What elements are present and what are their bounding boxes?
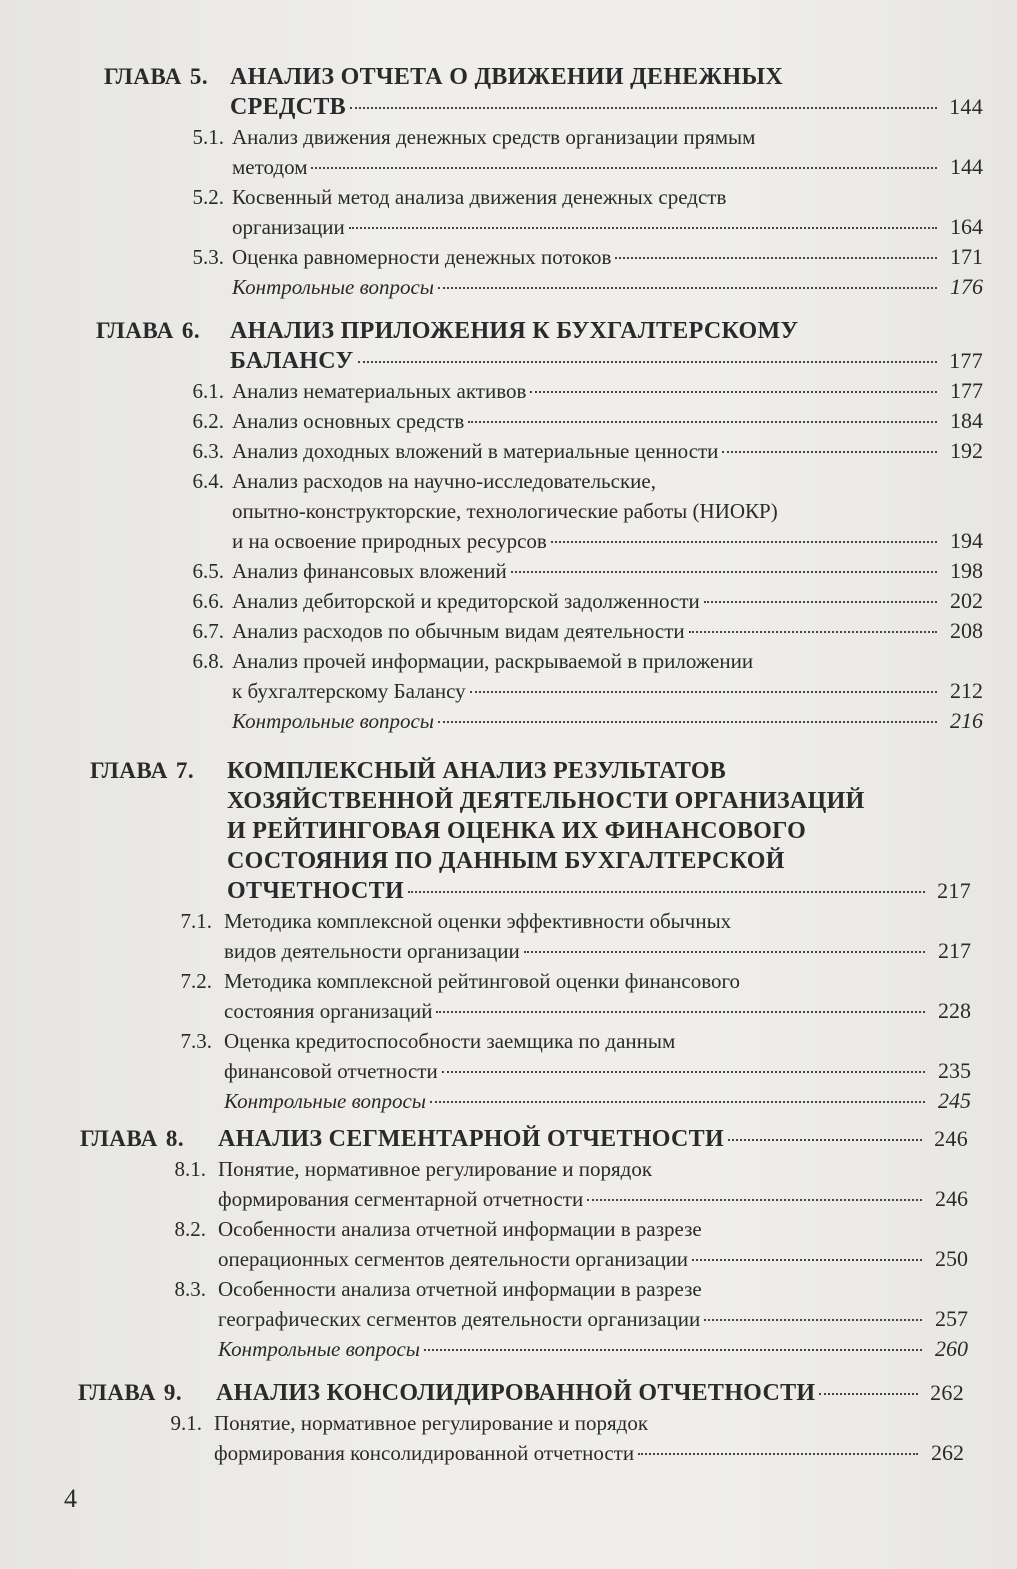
chapter-title-line (227, 786, 971, 816)
chapter-title-text: СОСТОЯНИЯ ПО ДАННЫМ БУХГАЛТЕРСКОЙ (227, 848, 785, 874)
section-title (224, 1026, 971, 1086)
section-title-line (224, 906, 971, 936)
section-number: 6.6. (192, 589, 224, 613)
chapter-page-number: 177 (949, 348, 983, 373)
chapter-page-number: 217 (937, 878, 971, 903)
chapter-title-text: БАЛАНСУ (230, 348, 354, 374)
dot-leader (638, 1453, 918, 1455)
chapter-word: ГЛАВА (96, 318, 174, 343)
section-title-text: Контрольные вопросы (218, 1337, 421, 1361)
section-title-line (218, 1244, 968, 1274)
section-title (218, 1154, 968, 1214)
dot-leader (524, 951, 925, 953)
section-title-line (232, 706, 983, 736)
section-page-number: 245 (938, 1088, 971, 1113)
section-title-line (224, 996, 971, 1026)
dot-leader (350, 107, 937, 109)
section-title-text: Анализ дебиторской и кредиторской задолженности (232, 589, 700, 613)
chapter-title (230, 62, 983, 122)
chapter-word: ГЛАВА (80, 1126, 158, 1151)
section-page-number: 228 (938, 998, 971, 1023)
section-title (232, 242, 983, 272)
chapter-title-text: АНАЛИЗ ОТЧЕТА О ДВИЖЕНИИ ДЕНЕЖНЫХ (230, 64, 783, 90)
dot-leader (615, 257, 937, 259)
chapter-label (104, 62, 208, 92)
dot-leader (430, 1101, 925, 1103)
section-page-number: 208 (950, 618, 983, 643)
section-title-text: Косвенный метод анализа движения денежных средств (232, 185, 727, 209)
section-title-text: Контрольные вопросы (232, 275, 435, 299)
section-title-line (232, 496, 983, 526)
section-title-text: опытно-конструкторские, технологические работы (НИОКР) (232, 499, 778, 523)
chapter-page-number: 262 (930, 1380, 964, 1405)
chapter-title (218, 1124, 968, 1154)
chapter-title-text: ХОЗЯЙСТВЕННОЙ ДЕЯТЕЛЬНОСТИ ОРГАНИЗАЦИЙ (227, 788, 865, 814)
dot-leader (408, 891, 925, 893)
section-page-number: 176 (950, 274, 983, 299)
section-title-line (232, 676, 983, 706)
section-title-line (224, 1056, 971, 1086)
section-title-text: финансовой отчетности (224, 1059, 438, 1083)
section-page-number: 262 (931, 1440, 964, 1465)
chapter-number: 8. (165, 1126, 185, 1151)
section-page-number: 164 (950, 214, 983, 239)
dot-leader (551, 541, 937, 543)
dot-leader (438, 287, 937, 289)
section-page-number: 217 (938, 938, 971, 963)
section-title-line (218, 1304, 968, 1334)
chapter-title-text: И РЕЙТИНГОВАЯ ОЦЕНКА ИХ ФИНАНСОВОГО (227, 818, 807, 844)
section-title-text: Понятие, нормативное регулирование и порядок (218, 1157, 653, 1181)
section-page-number: 171 (950, 244, 983, 269)
section-number: 6.5. (192, 559, 224, 583)
section-title (232, 122, 983, 182)
section-title-line (232, 242, 983, 272)
section-title (224, 1086, 971, 1116)
chapter-title-line (230, 316, 983, 346)
section-title-line (224, 1026, 971, 1056)
chapter-title-line (227, 756, 971, 786)
chapter-title-text: АНАЛИЗ СЕГМЕНТАРНОЙ ОТЧЕТНОСТИ (218, 1126, 724, 1152)
section-number: 6.8. (192, 649, 224, 673)
chapter-label (78, 1378, 182, 1408)
section-title-text: Анализ основных средств (232, 409, 465, 433)
chapter-page-number: 144 (949, 94, 983, 119)
section-title-text: Методика комплексной оценки эффективности обычных (224, 909, 732, 933)
section-title-line (218, 1334, 968, 1364)
chapter-word: ГЛАВА (104, 64, 182, 89)
chapter-title-line (216, 1378, 964, 1408)
section-title-line (218, 1274, 968, 1304)
dot-leader (728, 1139, 922, 1141)
chapter-title-text: ОТЧЕТНОСТИ (227, 878, 404, 904)
section-title-line (232, 526, 983, 556)
section-page-number: 184 (950, 408, 983, 433)
chapter-label (90, 756, 194, 786)
chapter-title-text: АНАЛИЗ КОНСОЛИДИРОВАННОЙ ОТЧЕТНОСТИ (216, 1380, 816, 1406)
section-title (218, 1334, 968, 1364)
section-title-line (224, 936, 971, 966)
dot-leader (358, 361, 938, 363)
dot-leader (587, 1199, 922, 1201)
section-title-text: Методика комплексной рейтинговой оценки финансового (224, 969, 741, 993)
section-title-text: географических сегментов деятельности организации (218, 1307, 701, 1331)
section-title (232, 272, 983, 302)
section-title-line (232, 182, 983, 212)
section-title-text: формирования консолидированной отчетности (214, 1441, 635, 1465)
section-title-text: методом (232, 155, 308, 179)
section-title-text: Анализ расходов по обычным видам деятельности (232, 619, 685, 643)
chapter-title-line (218, 1124, 968, 1154)
section-page-number: 235 (938, 1058, 971, 1083)
chapter-label (96, 316, 200, 346)
section-title-line (218, 1214, 968, 1244)
section-title-text: и на освоение природных ресурсов (232, 529, 547, 553)
chapter-title-text: СРЕДСТВ (230, 94, 346, 120)
section-title (232, 586, 983, 616)
chapter-title-line (230, 92, 983, 122)
chapter-label (80, 1124, 184, 1154)
dot-leader (819, 1393, 918, 1395)
dot-leader (436, 1011, 925, 1013)
section-number: 8.1. (174, 1157, 206, 1181)
section-title-line (232, 556, 983, 586)
section-number: 7.3. (180, 1029, 212, 1053)
section-title-line (232, 466, 983, 496)
section-page-number: 260 (935, 1336, 968, 1361)
section-title-line (232, 212, 983, 242)
section-page-number: 250 (935, 1246, 968, 1271)
chapter-title-line (230, 346, 983, 376)
dot-leader (424, 1349, 922, 1351)
section-title-text: Особенности анализа отчетной информации в разрезе (218, 1217, 702, 1241)
section-title-text: Оценка кредитоспособности заемщика по данным (224, 1029, 676, 1053)
section-title-text: Анализ доходных вложений в материальные ценности (232, 439, 719, 463)
dot-leader (722, 451, 937, 453)
section-number: 8.2. (174, 1217, 206, 1241)
section-title-line (232, 436, 983, 466)
section-title-text: формирования сегментарной отчетности (218, 1187, 584, 1211)
section-page-number: 194 (950, 528, 983, 553)
section-title (214, 1408, 964, 1468)
section-title (232, 466, 983, 556)
section-title-text: Анализ нематериальных активов (232, 379, 527, 403)
section-page-number: 246 (935, 1186, 968, 1211)
section-page-number: 216 (950, 708, 983, 733)
section-title-line (232, 122, 983, 152)
section-page-number: 257 (935, 1306, 968, 1331)
section-title-text: Анализ финансовых вложений (232, 559, 507, 583)
section-title-text: Анализ расходов на научно-исследовательские, (232, 469, 656, 493)
chapter-number: 5. (189, 64, 209, 89)
section-number: 5.3. (192, 245, 224, 269)
section-title-line (232, 586, 983, 616)
section-page-number: 202 (950, 588, 983, 613)
section-title (232, 556, 983, 586)
section-title-text: Понятие, нормативное регулирование и порядок (214, 1411, 649, 1435)
section-title-text: к бухгалтерскому Балансу (232, 679, 466, 703)
dot-leader (442, 1071, 925, 1073)
dot-leader (468, 421, 937, 423)
section-number: 5.1. (192, 125, 224, 149)
section-title (218, 1214, 968, 1274)
chapter-number: 9. (163, 1380, 183, 1405)
section-title (224, 966, 971, 1026)
chapter-number: 6. (181, 318, 201, 343)
chapter-word: ГЛАВА (78, 1380, 156, 1405)
chapter-title-line (227, 846, 971, 876)
dot-leader (689, 631, 937, 633)
section-title-text: Особенности анализа отчетной информации в разрезе (218, 1277, 702, 1301)
section-title (232, 182, 983, 242)
section-title-line (224, 1086, 971, 1116)
section-number: 6.4. (192, 469, 224, 493)
chapter-title-line (230, 62, 983, 92)
dot-leader (311, 167, 937, 169)
section-title-line (214, 1438, 964, 1468)
section-title-line (232, 376, 983, 406)
section-title-line (232, 406, 983, 436)
dot-leader (470, 691, 937, 693)
section-number: 7.2. (180, 969, 212, 993)
section-title-line (218, 1154, 968, 1184)
dot-leader (349, 227, 937, 229)
section-page-number: 198 (950, 558, 983, 583)
section-page-number: 192 (950, 438, 983, 463)
chapter-title-text: КОМПЛЕКСНЫЙ АНАЛИЗ РЕЗУЛЬТАТОВ (227, 758, 727, 784)
section-title-line (214, 1408, 964, 1438)
dot-leader (692, 1259, 922, 1261)
section-title-line (218, 1184, 968, 1214)
section-number: 7.1. (180, 909, 212, 933)
page-number: 4 (64, 1484, 77, 1513)
section-page-number: 144 (950, 154, 983, 179)
section-title-line (232, 152, 983, 182)
section-title-text: Анализ прочей информации, раскрываемой в приложении (232, 649, 754, 673)
dot-leader (704, 601, 937, 603)
chapter-title (216, 1378, 964, 1408)
section-number: 6.2. (192, 409, 224, 433)
section-title-text: видов деятельности организации (224, 939, 520, 963)
section-title-text: Анализ движения денежных средств организации прямым (232, 125, 756, 149)
chapter-title-line (227, 816, 971, 846)
section-number: 6.1. (192, 379, 224, 403)
section-title-text: Контрольные вопросы (232, 709, 435, 733)
section-title-text: операционных сегментов деятельности организации (218, 1247, 689, 1271)
section-title (218, 1274, 968, 1334)
section-title (232, 436, 983, 466)
chapter-number: 7. (175, 758, 195, 783)
dot-leader (704, 1319, 922, 1321)
section-number: 8.3. (174, 1277, 206, 1301)
section-page-number: 212 (950, 678, 983, 703)
section-number: 5.2. (192, 185, 224, 209)
section-title-line (232, 646, 983, 676)
dot-leader (530, 391, 937, 393)
section-title (232, 706, 983, 736)
section-page-number: 177 (950, 378, 983, 403)
section-title-text: состояния организаций (224, 999, 433, 1023)
section-number: 6.3. (192, 439, 224, 463)
section-title (232, 646, 983, 706)
section-title (224, 906, 971, 966)
chapter-page-number: 246 (934, 1126, 968, 1151)
section-title (232, 376, 983, 406)
section-number: 6.7. (192, 619, 224, 643)
section-number: 9.1. (170, 1411, 202, 1435)
chapter-title-text: АНАЛИЗ ПРИЛОЖЕНИЯ К БУХГАЛТЕРСКОМУ (230, 318, 799, 344)
section-title-line (224, 966, 971, 996)
section-title-text: Контрольные вопросы (224, 1089, 427, 1113)
chapter-title (230, 316, 983, 376)
section-title-text: Оценка равномерности денежных потоков (232, 245, 612, 269)
section-title-line (232, 616, 983, 646)
dot-leader (438, 721, 937, 723)
section-title-text: организации (232, 215, 345, 239)
chapter-word: ГЛАВА (90, 758, 168, 783)
chapter-title (227, 756, 971, 906)
section-title (232, 616, 983, 646)
section-title (232, 406, 983, 436)
chapter-title-line (227, 876, 971, 906)
section-title-line (232, 272, 983, 302)
dot-leader (511, 571, 937, 573)
